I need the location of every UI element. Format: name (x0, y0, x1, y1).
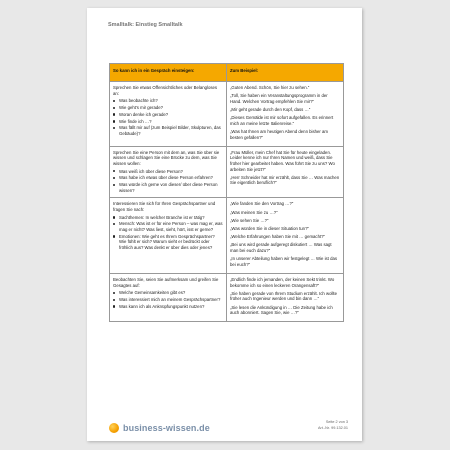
row-intro: Beobachten Sie, seien Sie aufmerksam und greifen Sie Gesagtes auf: (113, 276, 219, 288)
list-item: Was würde ich gerne von dieser/ über diese Person wissen? (119, 182, 223, 193)
right-cell (227, 198, 344, 274)
list-item: Was fällt mir auf (zum Beispiel Bilder, Skulpturen, das Gebäude)? (119, 125, 223, 136)
table-row (110, 273, 344, 321)
table-row (110, 198, 344, 274)
example-quote: „Toll, Sie haben ein Veranstaltungsprogramm in der Hand. Welchen Vortrag empfehlen Sie mir?“ (230, 93, 328, 104)
column-header-right: Zum Beispiel: (227, 64, 344, 82)
list-item: Was interessiert mich an meinem Gesprächspartner? (119, 297, 223, 303)
example-quote: „Dieses Gemälde ist mir sofort aufgefallen. Es erinnert mich an meine letzte Italienreise.“ (230, 115, 334, 126)
left-cell (110, 82, 227, 147)
list-item: Mensch: Was ist er für eine Person – was mag er, was mag er nicht? Was liest, sieht, hört, isst er gerne? (119, 221, 223, 232)
logo-dot-icon (109, 423, 119, 433)
example-quote: „Sie lesen die Ankündigung in … Die Zeitung habe ich auch abonniert. Sagen Sie, wie …?“ (230, 304, 333, 316)
example-quote: „Wie fanden Sie den Vortrag …?“ (230, 201, 294, 207)
example-quote: „Guten Abend. Schön, Sie hier zu sehen.“ (230, 85, 310, 90)
question-list (113, 290, 223, 309)
example-quote: „Endlich finde ich jemanden, der keinen Sekt trinkt. Wo bekomme ich so einen leckeren Orangensaft?“ (230, 276, 335, 288)
row-intro: Sprechen Sie etwas Offensichtliches oder Belangloses an: (113, 85, 218, 96)
example-quote: „Mir geht gerade durch den Kopf, dass …“ (230, 106, 311, 112)
page-title: Smalltalk: Einstieg Smalltalk (108, 22, 183, 28)
brand-logo (109, 423, 210, 433)
question-list (113, 169, 223, 194)
example-quote: „Was hat Ihnen am heutigen Abend denn bisher am besten gefallen?“ (230, 128, 329, 140)
page-number: Seite 2 von 3 (325, 420, 348, 424)
example-quote: „Was würden Sie in dieser Situation tun?“ (230, 226, 309, 231)
list-item: Sachthemen: In welcher Branche ist er tätig? (119, 215, 223, 221)
example-quote: „Sie haben gerade von Ihrem Studium erzählt. Ich wollte früher auch Ingenieur werden und bin dann …“ (230, 290, 338, 302)
table-row (110, 82, 344, 147)
right-cell (227, 146, 344, 198)
example-quote: „Frau Müller, mein Chef hat Sie für heute eingeladen. Leider kenne ich nur Ihren Namen und weiß, dass Sie früher hier gearbeitet haben. Was führt Sie zu uns? Wo arbeiten Sie jetzt?“ (230, 149, 335, 172)
example-quote: „In unserer Abteilung haben wir festgelegt … Wie ist das bei euch?“ (230, 256, 338, 267)
left-cell (110, 273, 227, 321)
list-item: Wie geht's mir gerade? (119, 105, 223, 111)
list-item: Was beobachte ich? (119, 98, 223, 104)
list-item: Emotionen: Wie geht es Ihrem Gesprächspartner? Wie fühlt er sich? Warum sieht er bedrückt oder fröhlich aus? Was denkt er über dies oder jenes? (119, 234, 223, 251)
question-list (113, 215, 223, 251)
smalltalk-table (109, 63, 344, 322)
example-quote: „Wie sehen Sie …?“ (230, 217, 269, 223)
question-list (113, 98, 223, 136)
table-row (110, 146, 344, 198)
example-quote: „Herr Schneider hat mir erzählt, dass Sie … Was machen Sie eigentlich beruflich?“ (230, 174, 340, 186)
document-page (87, 8, 362, 441)
footer-info (318, 419, 348, 431)
list-item: Woran denke ich gerade? (119, 112, 223, 118)
list-item: Wie finde ich …? (119, 119, 223, 125)
right-cell (227, 273, 344, 321)
table-header-row (110, 64, 344, 82)
example-quote: „Was meinen Sie zu …?“ (230, 209, 278, 215)
list-item: Was habe ich etwas über diese Person erfahren? (119, 175, 223, 181)
article-number: Art.-Nr. 99.132.01 (318, 426, 348, 430)
list-item: Was kann ich als Anknüpfungspunkt nutzen? (119, 304, 223, 310)
row-intro: Sprechen Sie eine Person mit dem an, was Sie über sie wissen und schlagen Sie eine Brücke zu dem, was Sie wissen wollen: (113, 149, 220, 166)
example-quote: „Welche Erfahrungen haben Sie mit … gemacht?“ (230, 234, 325, 240)
right-cell (227, 82, 344, 147)
left-cell (110, 198, 227, 274)
row-intro: Interessieren Sie sich für Ihren Gesprächspartner und fragen Sie nach: (113, 201, 216, 213)
list-item: Was weiß ich über diese Person? (119, 169, 223, 175)
logo-text: business-wissen.de (123, 423, 210, 433)
column-header-left: So kann ich in ein Gespräch einsteigen: (110, 64, 227, 82)
list-item: Welche Gemeinsamkeiten gibt es? (119, 290, 223, 296)
left-cell (110, 146, 227, 198)
example-quote: „Bei uns wird gerade aufgeregt diskutiert … Was sagt man bei euch dazu?“ (230, 242, 332, 253)
